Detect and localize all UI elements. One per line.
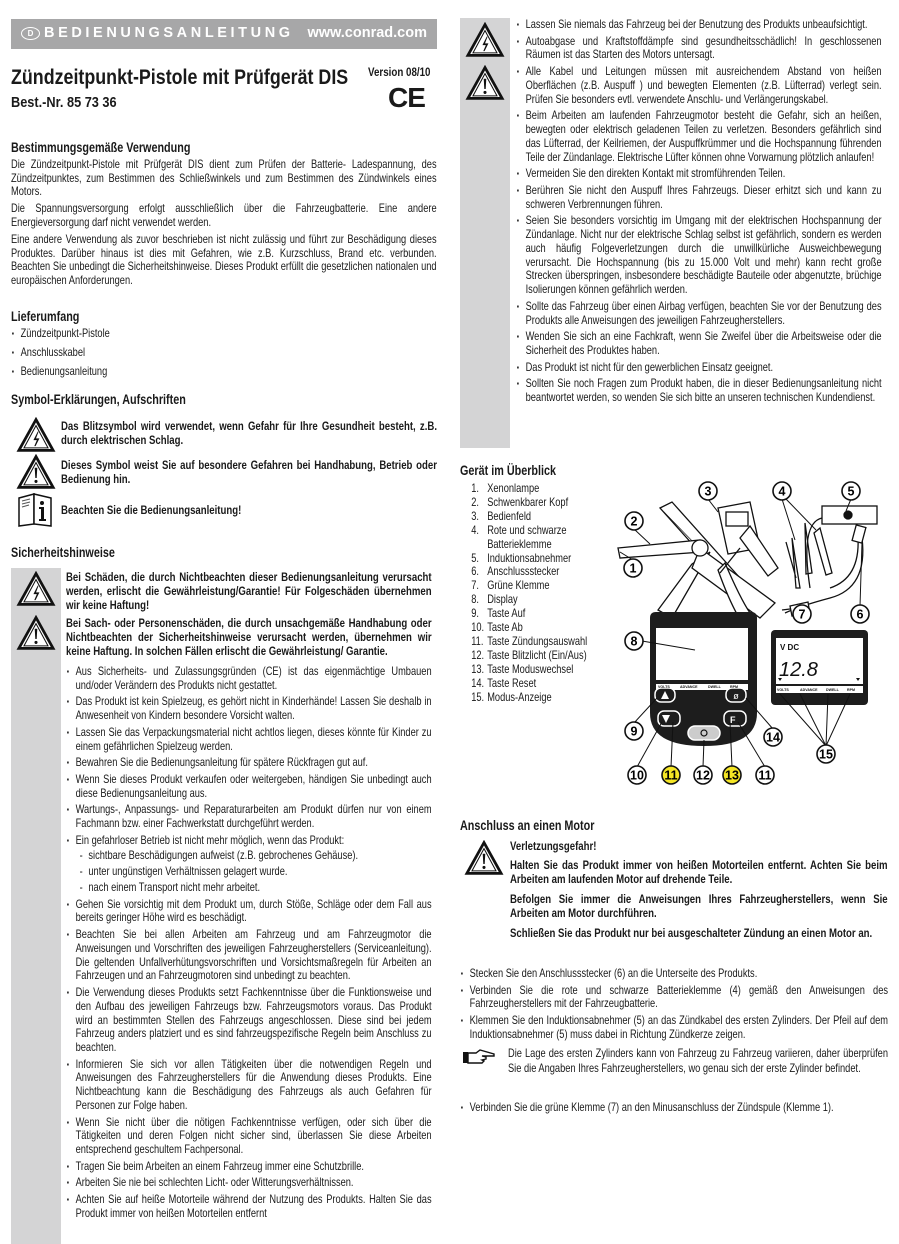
item-number: 2. [471, 495, 479, 509]
list-item: ▪ Wenn Sie nicht über die nötigen Fachkenntnisse verfügen, oder sich über die Tätigkeiten und deren Folgen nicht sicher sind, überlassen Sie diese Arbeiten entsprechend geschultem Fachpersonal. [66, 1116, 432, 1157]
list-item: ▪ Wenn Sie dieses Produkt verkaufen oder weitergeben, händigen Sie unbedingt auch diese Bedienungsanleitung aus. [66, 773, 432, 801]
item-label: Taste Ab [487, 621, 523, 635]
connection-warning: Halten Sie das Produkt immer von heißen Motorteilen entfernt. Achten Sie beim Arbeiten am laufenden Motor auf drehende Teile. [510, 858, 888, 886]
callout-number: 2 [630, 514, 638, 529]
list-item: ▪ Arbeiten Sie nie bei schlechten Licht- oder Witterungsverhältnissen. [66, 1176, 432, 1190]
callout-13 [723, 766, 741, 784]
item-label: Bedienfeld [487, 509, 532, 523]
list-item: ▪ Die Verwendung dieses Produkts setzt Fachkenntnisse über die Funktionsweise und den Aufbau des jeweiligen Fahrzeugs bzw. Fahrzeugsmotors voraus. Das Produkt wird an bestimmten Stellen des Fahrzeugs angeschlossen. Diese sind bei jedem Fahrzeug anders platziert und es sind fahrzeugspezifische Regeln beim Anschluss zu beachten. [66, 986, 432, 1055]
callout-number: 3 [704, 484, 712, 499]
exclamation-warning-icon [16, 615, 56, 651]
item-label: Grüne Klemme [487, 579, 550, 593]
paragraph: Die Zündzeitpunkt-Pistole mit Prüfgerät DIS dient zum Prüfen der Batterie- Ladespannung, des Zündzeitpunktes, zum Bestimmen des Schließwinkels und zum Bestimmen des Zündwinkels eines Motors. [11, 157, 437, 199]
list-item: ▪ Aus Sicherheits- und Zulassungsgründen (CE) ist das eigenmächtige Umbauen und/oder Verändern des Produkts nicht gestattet. [66, 665, 432, 693]
display-illustration [771, 630, 868, 705]
symbol-text-1 [61, 419, 437, 447]
item-label: Display [487, 593, 518, 607]
intended-use-section [11, 141, 437, 291]
sub-list-item: - sichtbare Beschädigungen aufweist (z.B. gebrochenes Gehäuse). [76, 849, 432, 863]
list-item: ▪ Seien Sie besonders vorsichtig im Umgang mit der elektrischen Hochspannung der Zündanlage. Nicht nur der elektrische Schlag selbst ist gefährlich, sondern es werden auch häufig Folgeverletzungen durch die unwillkürliche Ausweichbewegung verursacht. Die Hochspannung (bis zu 15.000 Volt und mehr) kann recht große Strecken überspringen, insbesondere beschädigte Bauteile oder abgenutzte, brüchige Isolierungen können gefährlich werden. [516, 214, 882, 297]
callout-number: 14 [766, 730, 780, 745]
symbol-text: Das Blitzsymbol wird verwendet, wenn Gefahr für Ihre Gesundheit besteht, z.B. durch elektrischen Schlag. [61, 419, 437, 447]
overview-item [471, 691, 620, 705]
exclamation-warning-icon [465, 65, 505, 101]
website-link[interactable]: www.conrad.com [307, 25, 427, 41]
list-item: ▪ Beachten Sie bei allen Arbeiten am Fahrzeug und am Fahrzeugmotor die Anweisungen und Vorschriften des jeweiligen Fahrzeugherstellers (Serviceanleitung). Die geltenden Unfallverhütungsvorschriften und Vorsichtsmaßregeln für Arbeiten an Fahrzeugen und an Fahrzeugmotoren sind unbedingt zu beachten. [66, 928, 432, 983]
exclamation-warning-icon [16, 454, 56, 490]
overview-item [471, 621, 620, 635]
item-label: Rote und schwarze Batterieklemme [487, 523, 567, 551]
list-item: ▪ Bedienungsanleitung [11, 364, 437, 380]
overview-heading: Gerät im Überblick [460, 463, 557, 478]
list-item: ▪ Vermeiden Sie den direkten Kontakt mit stromführenden Teilen. [516, 167, 882, 181]
callout-number: 1 [629, 561, 637, 576]
callout-12 [694, 766, 712, 784]
safety-right-content [516, 18, 882, 407]
reset-icon: ø [733, 691, 739, 701]
mode-label: DWELL [826, 688, 839, 692]
delivery-section [11, 309, 437, 382]
mode-label: VOLTS [777, 688, 789, 692]
note-text: Die Lage des ersten Zylinders kann von Fahrzeug zu Fahrzeug variieren, daher überprüfen Sie die Angaben Ihres Fahrzeugherstellers, wo genau sich der erste Zylinder befindet. [508, 1047, 888, 1075]
list-item: ▪ Wenden Sie sich an eine Fachkraft, wenn Sie Zweifel über die Arbeitsweise oder die Sicherheit des Produktes haben. [516, 330, 882, 358]
callout-6 [851, 605, 869, 623]
exclamation-warning-icon [464, 840, 504, 876]
symbols-section [11, 392, 437, 407]
sub-list-item: - nach einem Transport nicht mehr arbeitet. [76, 881, 432, 895]
list-item: ▪ Klemmen Sie den Induktionsabnehmer (5) an das Zündkabel des ersten Zylinders. Der Pfeil auf dem Induktionsabnehmer (5) muss dabei in Richtung Zündkerze zeigen. [460, 1014, 888, 1042]
symbols-heading: Symbol-Erklärungen, Aufschriften [11, 392, 186, 407]
connection-heading-wrap [460, 818, 888, 833]
delivery-heading: Lieferumfang [11, 309, 80, 324]
list-item: ▪ Berühren Sie nicht den Auspuff Ihres Fahrzeugs. Dieser erhitzt sich und kann zu schweren Verbrennungen führen. [516, 184, 882, 212]
connection-steps [460, 967, 888, 1044]
callout-number: 9 [630, 724, 638, 739]
overview-item [471, 565, 620, 579]
callout-4 [773, 482, 791, 500]
list-item: ▪ Anschlusskabel [11, 345, 437, 361]
item-label: Taste Zündungsauswahl [487, 634, 588, 648]
item-number: 3. [471, 509, 479, 523]
list-item: ▪ Achten Sie auf heiße Motorteile während der Nutzung des Produkts. Halten Sie das Produkt immer von heißen Motorteilen entfernt [66, 1193, 432, 1221]
item-label: Induktionsabnehmer [487, 551, 572, 565]
list-item: ▪ Lassen Sie niemals das Fahrzeug bei der Benutzung des Produkts unbeaufsichtigt. [516, 18, 882, 32]
symbol-text: Dieses Symbol weist Sie auf besondere Gefahren bei Handhabung, Betrieb oder Bedienung hin. [61, 458, 437, 486]
list-item: ▪ Verbinden Sie die rote und schwarze Batterieklemme (4) gemäß den Anweisungen des Fahrzeugherstellers mit der Fahrzeugbatterie. [460, 984, 888, 1012]
callout-15 [817, 745, 835, 763]
callout-number: 6 [856, 607, 864, 622]
callout-11 [756, 766, 774, 784]
list-item: ▪ Gehen Sie vorsichtig mit dem Produkt um, durch Stöße, Schläge oder dem Fall aus bereits geringer Höhe wird es beschädigt. [66, 898, 432, 926]
item-number: 14. [471, 676, 485, 690]
overview-item [471, 496, 620, 510]
safety-warning-2: Bei Sach- oder Personenschäden, die durch unsachgemäße Handhabung oder Nichtbeachten der Sicherheitshinweise verursacht werden, übernehmen wir keine Haftung. In solchen Fällen erlischt die Gewährleistung/ Garantie. [66, 616, 432, 658]
item-label: Taste Blitzlicht (Ein/Aus) [487, 648, 587, 662]
version-label [368, 67, 458, 79]
overview-item [471, 593, 620, 607]
callout-number: 11 [758, 768, 772, 783]
list-item: ▪ Informieren Sie sich vor allen Tätigkeiten über die notwendigen Regeln und Anweisungen des Fahrzeugherstellers für die Anwendung dieses Produkts. Eine Nichtbeachtung kann die Beschädigung des Fahrzeugs als auch Gefahren für Personen zur Folge haben. [66, 1058, 432, 1113]
list-item-text: ▪ Ein gefahrloser Betrieb ist nicht mehr möglich, wenn das Produkt: [75, 833, 345, 847]
overview-item [471, 663, 620, 677]
warning-title: Verletzungsgefahr! [510, 839, 597, 853]
last-step-wrap [460, 1101, 888, 1118]
display-unit: V DC [780, 643, 800, 652]
symbol-text-3 [61, 503, 437, 517]
callout-number: 10 [630, 768, 644, 783]
callout-5 [842, 482, 860, 500]
safety-heading: Sicherheitshinweise [11, 545, 115, 560]
mode-label: RPM [730, 685, 738, 689]
language-badge: D [21, 27, 40, 40]
sub-list-item: - unter ungünstigen Verhältnissen gelagert wurde. [76, 865, 432, 879]
list-item: ▪ Bewahren Sie die Bedienungsanleitung für spätere Rückfragen gut auf. [66, 756, 432, 770]
connection-warning: Schließen Sie das Produkt nur bei ausgeschalteter Zündung an einen Motor an. [510, 926, 873, 940]
list-item [66, 834, 432, 895]
list-item: ▪ Autoabgase und Kraftstoffdämpfe sind gesundheitsschädlich! In geschlossenen Räumen ist das Starten des Motors untersagt. [516, 35, 882, 63]
list-item: ▪ Tragen Sie beim Arbeiten an einem Fahrzeug immer eine Schutzbrille. [66, 1160, 432, 1174]
callout-11 [662, 766, 680, 784]
item-label: Modus-Anzeige [487, 690, 552, 704]
sub-list [76, 849, 432, 894]
callout-9 [625, 722, 643, 740]
manual-info-icon [17, 492, 53, 527]
lightning-warning-icon [16, 417, 56, 453]
overview-item [471, 635, 620, 649]
list-item: ▪ Stecken Sie den Anschlussstecker (6) an die Unterseite des Produkts. [460, 967, 888, 981]
overview-item [471, 510, 620, 524]
overview-item [471, 524, 620, 552]
item-number: 9. [471, 607, 479, 621]
overview-section [460, 463, 620, 705]
device-overview-figure [600, 478, 890, 798]
item-number: 15. [471, 690, 485, 704]
mode-label: ADVANCE [680, 685, 698, 689]
list-item: ▪ Beim Arbeiten am laufenden Fahrzeugmotor besteht die Gefahr, sich an heißen, bewegten oder elektrisch geladenen Teilen zu verletzen. Besonders gefährlich sind das Lüfterrad, der Keilriemen, der Auspuffkrümmer und die Hochspannung führenden Teile der Zündanlage. Elektrische Lüfter können ohne Vorwarnung plötzlich anlaufen! [516, 109, 882, 164]
item-number: 1. [471, 482, 479, 495]
callout-14 [764, 728, 782, 746]
safety-left-content [66, 570, 432, 1223]
list-item: ▪ Wartungs-, Anpassungs- und Reparaturarbeiten am Produkt dürfen nur von einem Fachmann bzw. einer Fachwerkstatt durchgeführt werden. [66, 803, 432, 831]
callout-number: 13 [725, 768, 739, 783]
callout-number: 5 [847, 484, 855, 499]
list-item: ▪ Das Produkt ist nicht für den gewerblichen Einsatz geeignet. [516, 361, 882, 375]
callout-1 [624, 559, 642, 577]
symbol-text: Beachten Sie die Bedienungsanleitung! [61, 503, 242, 517]
item-number: 8. [471, 593, 479, 607]
mode-label: RPM [847, 688, 855, 692]
order-number [11, 94, 211, 111]
item-number: 7. [471, 579, 479, 593]
mode-label: ADVANCE [800, 688, 818, 692]
list-item: ▪ Lassen Sie das Verpackungsmaterial nicht achtlos liegen, dieses könnte für Kinder zu einem gefährlichen Spielzeug werden. [66, 726, 432, 754]
item-number: 12. [471, 648, 485, 662]
connection-heading: Anschluss an einen Motor [460, 818, 595, 833]
item-number: 4. [471, 523, 479, 537]
overview-item [471, 677, 620, 691]
callout-8 [625, 632, 643, 650]
item-number: 10. [471, 621, 485, 635]
paragraph: Eine andere Verwendung als zuvor beschrieben ist nicht zulässig und führt zur Beschädigung dieses Produktes. Darüber hinaus ist dies mit Gefahren, wie z.B. Kurzschluss, Brand etc. verbunden. Beachten Sie unbedingt die Sicherheitshinweise. Dieses Produkt erfüllt die gesetzlichen nationalen und europäischen Anforderungen. [11, 232, 437, 288]
item-label: Taste Moduswechsel [487, 662, 574, 676]
item-label: Schwenkbarer Kopf [487, 495, 569, 509]
callout-number: 4 [778, 484, 786, 499]
paragraph: Die Spannungsversorgung erfolgt ausschließlich über die Fahrzeugbatterie. Eine andere Energieversorgung darf nicht verwendet werden. [11, 202, 437, 229]
intended-use-heading: Bestimmungsgemäße Verwendung [11, 140, 191, 155]
cable-set-illustration [782, 506, 877, 616]
list-item: ▪ Sollten Sie noch Fragen zum Produkt haben, die in dieser Bedienungsanleitung nicht beantwortet werden, so wenden Sie sich bitte an unseren technischen Kundendienst. [516, 377, 882, 405]
list-item: ▪ Verbinden Sie die grüne Klemme (7) an den Minusanschluss der Zündspule (Klemme 1). [460, 1101, 888, 1115]
control-panel-illustration [650, 612, 757, 746]
item-number: 6. [471, 565, 479, 579]
lightning-warning-icon [16, 571, 56, 607]
callout-number: 11 [664, 768, 678, 783]
pointing-hand-icon [462, 1049, 496, 1065]
safety-warning-1: Bei Schäden, die durch Nichtbeachten dieser Bedienungsanleitung verursacht werden, erlischt die Gewährleistung/Garantie! Für Folgeschäden übernehmen wir keine Haftung! [66, 570, 432, 612]
lightning-warning-icon [465, 22, 505, 58]
overview-item [471, 607, 620, 621]
list-item: ▪ Zündzeitpunkt-Pistole [11, 326, 437, 342]
header-bar [11, 19, 437, 49]
callout-2 [625, 512, 643, 530]
item-label: Taste Reset [487, 676, 537, 690]
overview-item [471, 579, 620, 593]
item-label: Taste Auf [487, 607, 526, 621]
symbol-text-2 [61, 458, 437, 486]
mode-label: DWELL [708, 685, 721, 689]
list-item: ▪ Das Produkt ist kein Spielzeug, es gehört nicht in Kinderhände! Lassen Sie deshalb in Anwesenheit von Kindern besondere Vorsicht walten. [66, 695, 432, 723]
callout-number: 8 [630, 634, 638, 649]
safety-heading-wrap [11, 545, 437, 560]
callout-10 [628, 766, 646, 784]
item-label: Xenonlampe [487, 482, 540, 495]
svg-text:F: F [730, 715, 736, 725]
list-item: ▪ Alle Kabel und Leitungen müssen mit ausreichendem Abstand von heißen Oberflächen (z.B. Auspuff ) und bewegten Elementen (z.B. Lüfterrad) verlegt sein. Prüfen Sie besonders evtl. verwendete Anschlu- und Verlängerungskabel. [516, 65, 882, 106]
connection-warnings [510, 839, 888, 940]
display-value: 12.8 [779, 659, 818, 681]
product-title: Zündzeitpunkt-Pistole mit Prüfgerät DIS [11, 66, 349, 89]
callout-7 [793, 605, 811, 623]
item-number: 11. [471, 634, 484, 648]
overview-item [471, 482, 620, 496]
connection-warning: Befolgen Sie immer die Anweisungen Ihres Fahrzeugherstellers, wenn Sie Arbeiten am Motor durchführen. [510, 892, 888, 920]
callout-3 [699, 482, 717, 500]
version-text: Version 08/10 [368, 67, 431, 79]
safety-sidebar [11, 568, 61, 1244]
item-number: 5. [471, 551, 479, 565]
overview-item [471, 552, 620, 566]
note-text-wrap [508, 1047, 888, 1076]
callout-number: 15 [819, 747, 833, 762]
item-number: 13. [471, 662, 485, 676]
order-number-text: Best.-Nr. 85 73 36 [11, 94, 117, 111]
flash-button[interactable] [688, 726, 720, 740]
mode-label: VOLTS [658, 685, 670, 689]
list-item: ▪ Sollte das Fahrzeug über einen Airbag verfügen, beachten Sie vor der Benutzung des Produkts alle Anweisungen des jeweiligen Fahrzeugherstellers. [516, 300, 882, 328]
callout-number: 12 [696, 768, 710, 783]
ce-mark-icon: CE [388, 82, 425, 113]
doc-type-label: BEDIENUNGSANLEITUNG [44, 25, 294, 41]
callout-number: 7 [798, 607, 806, 622]
item-label: Anschlussstecker [487, 565, 560, 579]
overview-item [471, 649, 620, 663]
